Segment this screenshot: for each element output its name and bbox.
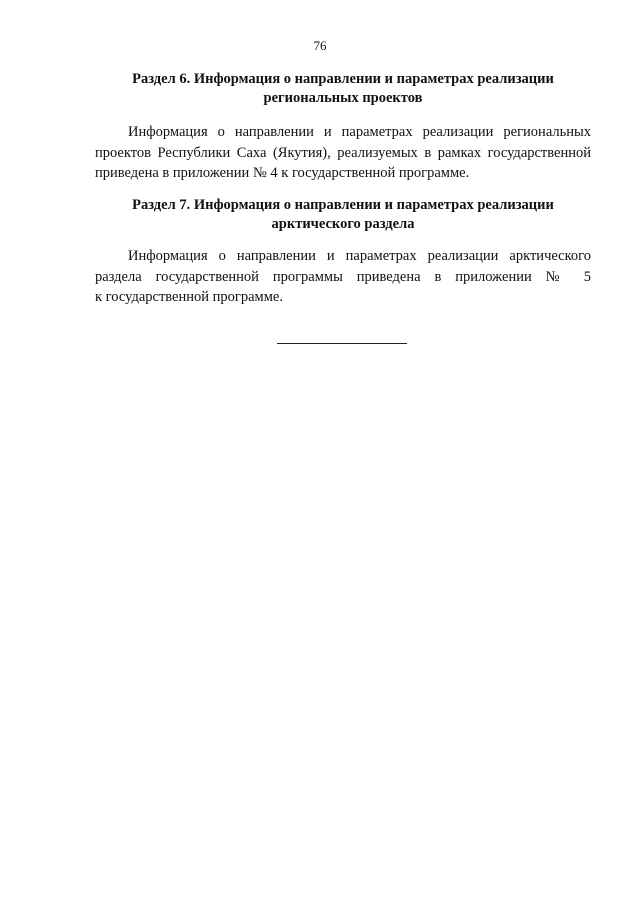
section-6-paragraph-line-3: приведена в приложении № 4 к государственной программе. — [95, 165, 470, 181]
section-6-paragraph — [95, 122, 591, 184]
end-separator-line — [277, 343, 407, 344]
section-7-paragraph — [95, 246, 591, 308]
section-7-paragraph-line-2: раздела государственной программы приведена в приложении № 5 — [95, 268, 591, 285]
section-6-heading — [95, 70, 591, 108]
section-6-paragraph-line-2: проектов Республики Саха (Якутия), реализуемых в рамках государственной — [95, 144, 591, 161]
section-7-heading — [95, 196, 591, 234]
section-6-paragraph-line-1: Информация о направлении и параметрах реализации региональных — [128, 124, 591, 140]
section-6-heading-line-1: Раздел 6. Информация о направлении и параметрах реализации — [132, 71, 554, 87]
section-7-heading-line-2: арктического раздела — [271, 216, 415, 232]
section-7-paragraph-line-1: Информация о направлении и параметрах реализации арктического — [128, 248, 591, 264]
section-7-heading-line-1: Раздел 7. Информация о направлении и параметрах реализации — [132, 197, 554, 213]
section-6-heading-line-2: региональных проектов — [263, 90, 423, 106]
page-number: 76 — [313, 38, 327, 53]
section-7-paragraph-line-3: к государственной программе. — [95, 289, 283, 305]
